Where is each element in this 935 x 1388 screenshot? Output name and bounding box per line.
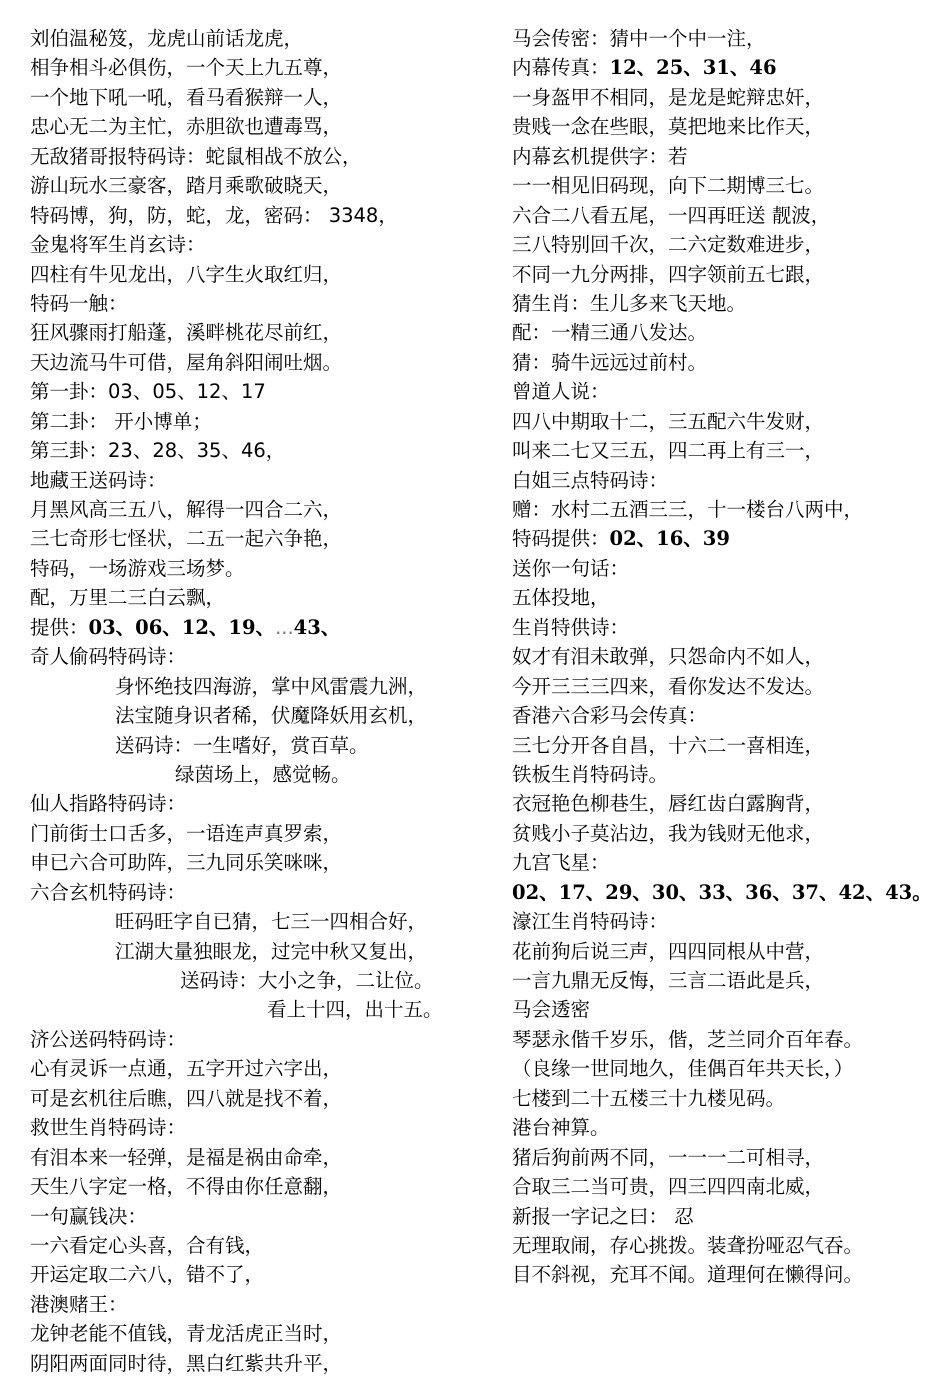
- text-line: 六合二八看五尾，一四再旺送 靓波，: [512, 203, 831, 227]
- text-line: 不同一九分两排，四字领前五七跟，: [512, 262, 825, 286]
- text-line: 一句赢钱决：: [30, 1204, 148, 1228]
- text-line: [512, 524, 932, 553]
- number-list: 02、16、39: [609, 527, 730, 551]
- text-line: 第一卦：03、05、12、17: [30, 380, 266, 404]
- text-line: 游山玩水三豪客，踏月乘歌破晓天，: [30, 174, 343, 198]
- text-line: 奴才有泪未敢弹，只怨命内不如人，: [512, 645, 825, 669]
- text-line: 狂风骤雨打船蓬，溪畔桃花尽前红，: [30, 321, 343, 345]
- line-prefix: 特码提供：: [512, 527, 610, 551]
- text-line: 特码，一场游戏三场梦。: [30, 556, 245, 580]
- text-line: 开运定取二六八，错不了，: [30, 1263, 265, 1287]
- text-line: 龙钟老能不值钱，青龙活虎正当时，: [30, 1322, 343, 1346]
- text-line: （良缘一世同地久，佳偶百年共天长，）: [512, 1057, 854, 1081]
- text-line: 四柱有牛见龙出，八字生火取红归，: [30, 262, 343, 286]
- text-line: 忠心无二为主忙，赤胆欲也遭毒骂，: [30, 115, 343, 139]
- text-line: 三七分开各自昌，十六二一喜相连，: [512, 733, 825, 757]
- text-line: 可是玄机往后瞧，四八就是找不着，: [30, 1086, 343, 1110]
- number-list: 02、17、29、30、33、36、37、42、43。: [512, 880, 932, 904]
- number-list: 12、25、31、46: [609, 56, 777, 80]
- text-line: 濠江生肖特码诗：: [512, 910, 669, 934]
- text-line: 港澳赌王：: [30, 1292, 128, 1316]
- text-line: 有泪本来一轻弹，是福是祸由命牵，: [30, 1145, 343, 1169]
- text-line: 天生八字定一格，不得由你任意翻，: [30, 1175, 343, 1199]
- text-line: 一个地下吼一吼，看马看猴辩一人，: [30, 85, 343, 109]
- text-line: 花前狗后说三声，四四同根从中营，: [512, 939, 825, 963]
- text-line: 阴阳两面同时待，黑白红紫共升平，: [30, 1351, 343, 1375]
- text-line: 琴瑟永偕千岁乐，偕，芝兰同介百年春。: [512, 1027, 864, 1051]
- text-line: 马会传密：猜中一个中一注，: [512, 27, 766, 50]
- text-line: 济公送码特码诗：: [30, 1027, 187, 1051]
- text-line: 目不斜视，充耳不闻。道理何在懒得问。: [512, 1263, 864, 1287]
- text-line: 贫贱小子莫沾边，我为钱财无他求，: [512, 821, 825, 845]
- text-line: 一一相见旧码现，向下二期博三七。: [512, 174, 825, 198]
- text-line: 一六看定心头喜，合有钱，: [30, 1233, 265, 1257]
- text-line: 天边流马牛可借，屋角斜阳闹吐烟。: [30, 350, 343, 374]
- text-line: 猪后狗前两不同，一一一二可相寻，: [512, 1145, 825, 1169]
- text-line: 四八中期取十二，三五配六牛发财，: [512, 409, 825, 433]
- text-line: 七楼到二十五楼三十九楼见码。: [512, 1086, 786, 1110]
- text-line: 身怀绝技四海游，掌中风雷震九洲，: [115, 674, 428, 698]
- text-line: 江湖大量独眼龙，过完中秋又复出，: [115, 939, 428, 963]
- text-line: 三八特别回千次，二六定数难进步，: [512, 233, 825, 257]
- left-column: [30, 24, 485, 1378]
- text-line: 旺码旺字自已猜，七三一四相合好，: [115, 910, 428, 934]
- text-line: 今开三三三四来，看你发达不发达。: [512, 674, 825, 698]
- text-line: 配，万里二三白云飘，: [30, 586, 226, 610]
- text-line: 贵贱一念在些眼，莫把地来比作天，: [512, 115, 825, 139]
- right-column: [512, 24, 932, 1290]
- text-line: 送码诗：大小之争，二让位。: [180, 969, 434, 992]
- text-line: 一身盔甲不相同，是龙是蛇辩忠奸，: [512, 85, 825, 109]
- text-line: 曾道人说：: [512, 380, 610, 404]
- text-line: [30, 613, 485, 642]
- text-line: 特码一触：: [30, 291, 128, 315]
- text-line: 地藏王送码诗：: [30, 468, 167, 492]
- text-line: 配：一精三通八发达。: [512, 321, 708, 345]
- text-line: 金鬼将军生肖玄诗：: [30, 233, 206, 257]
- text-line: 奇人偷码特码诗：: [30, 645, 187, 669]
- text-line: 送你一句话：: [512, 556, 630, 580]
- text-line: 特码博，狗，防，蛇，龙，密码： 3348，: [30, 203, 398, 227]
- text-line: 港台神算。: [512, 1116, 610, 1140]
- text-line: 一言九鼎无反悔，三言二语此是兵，: [512, 969, 825, 992]
- text-line: 六合玄机特码诗：: [30, 880, 187, 904]
- text-line: 申已六合可助阵，三九同乐笑咪咪，: [30, 851, 343, 875]
- text-line: 送码诗：一生嗜好，赏百草。: [115, 733, 369, 757]
- text-line: 衣冠艳色柳巷生，唇红齿白露胸背，: [512, 792, 825, 816]
- text-line: 生肖特供诗：: [512, 615, 630, 639]
- text-line: 铁板生肖特码诗。: [512, 762, 669, 786]
- text-line: 猜生肖：生儿多来飞天地。: [512, 291, 747, 315]
- text-line: 赠：水村二五酒三三，十一楼台八两中，: [512, 498, 864, 521]
- text-line: 绿茵场上，感觉畅。: [175, 762, 351, 786]
- number-list: 43、: [293, 615, 341, 639]
- text-line: 法宝随身识者稀，伏魔降妖用玄机，: [115, 704, 428, 728]
- text-line: 九宫飞星：: [512, 851, 610, 875]
- text-line: 门前街士口舌多，一语连声真罗索，: [30, 821, 343, 845]
- text-line: [512, 878, 932, 907]
- text-line: 无敌猪哥报特码诗：蛇鼠相战不放公，: [30, 144, 362, 168]
- smudged-number: ...: [275, 615, 294, 639]
- text-line: 月黑风高三五八，解得一四合二六，: [30, 498, 343, 521]
- text-line: 香港六合彩马会传真：: [512, 704, 708, 728]
- text-line: 仙人指路特码诗：: [30, 792, 187, 816]
- text-line: [512, 53, 932, 82]
- line-prefix: 提供：: [30, 615, 89, 639]
- text-line: 猜：骑牛远远过前村。: [512, 350, 708, 374]
- text-line: 白姐三点特码诗：: [512, 468, 669, 492]
- text-line: 马会透密: [512, 998, 591, 1022]
- text-line: 心有灵诉一点通，五字开过六字出，: [30, 1057, 343, 1081]
- line-prefix: 内幕传真：: [512, 56, 610, 80]
- text-line: 新报一字记之曰： 忍: [512, 1204, 694, 1228]
- text-line: 叫来二七又三五，四二再上有三一，: [512, 439, 825, 463]
- text-line: 救世生肖特码诗：: [30, 1116, 187, 1140]
- number-list: 03、06、12、19、: [88, 615, 276, 639]
- text-line: 合取三二当可贵，四三四四南北威，: [512, 1175, 825, 1199]
- text-line: 三七奇形七怪状，二五一起六争艳，: [30, 527, 343, 551]
- text-line: 刘伯温秘笈，龙虎山前话龙虎，: [30, 27, 304, 50]
- text-line: 相争相斗必俱伤，一个天上九五尊，: [30, 56, 343, 80]
- text-line: 无理取闹，存心挑拨。装聋扮哑忍气吞。: [512, 1233, 864, 1257]
- text-line: 五体投地，: [512, 586, 610, 610]
- text-line: 内幕玄机提供字：若: [512, 144, 688, 168]
- text-line: 第二卦： 开小博单；: [30, 409, 212, 433]
- text-line: 第三卦：23、28、35、46，: [30, 439, 286, 463]
- text-line: 看上十四，出十五。: [267, 998, 443, 1022]
